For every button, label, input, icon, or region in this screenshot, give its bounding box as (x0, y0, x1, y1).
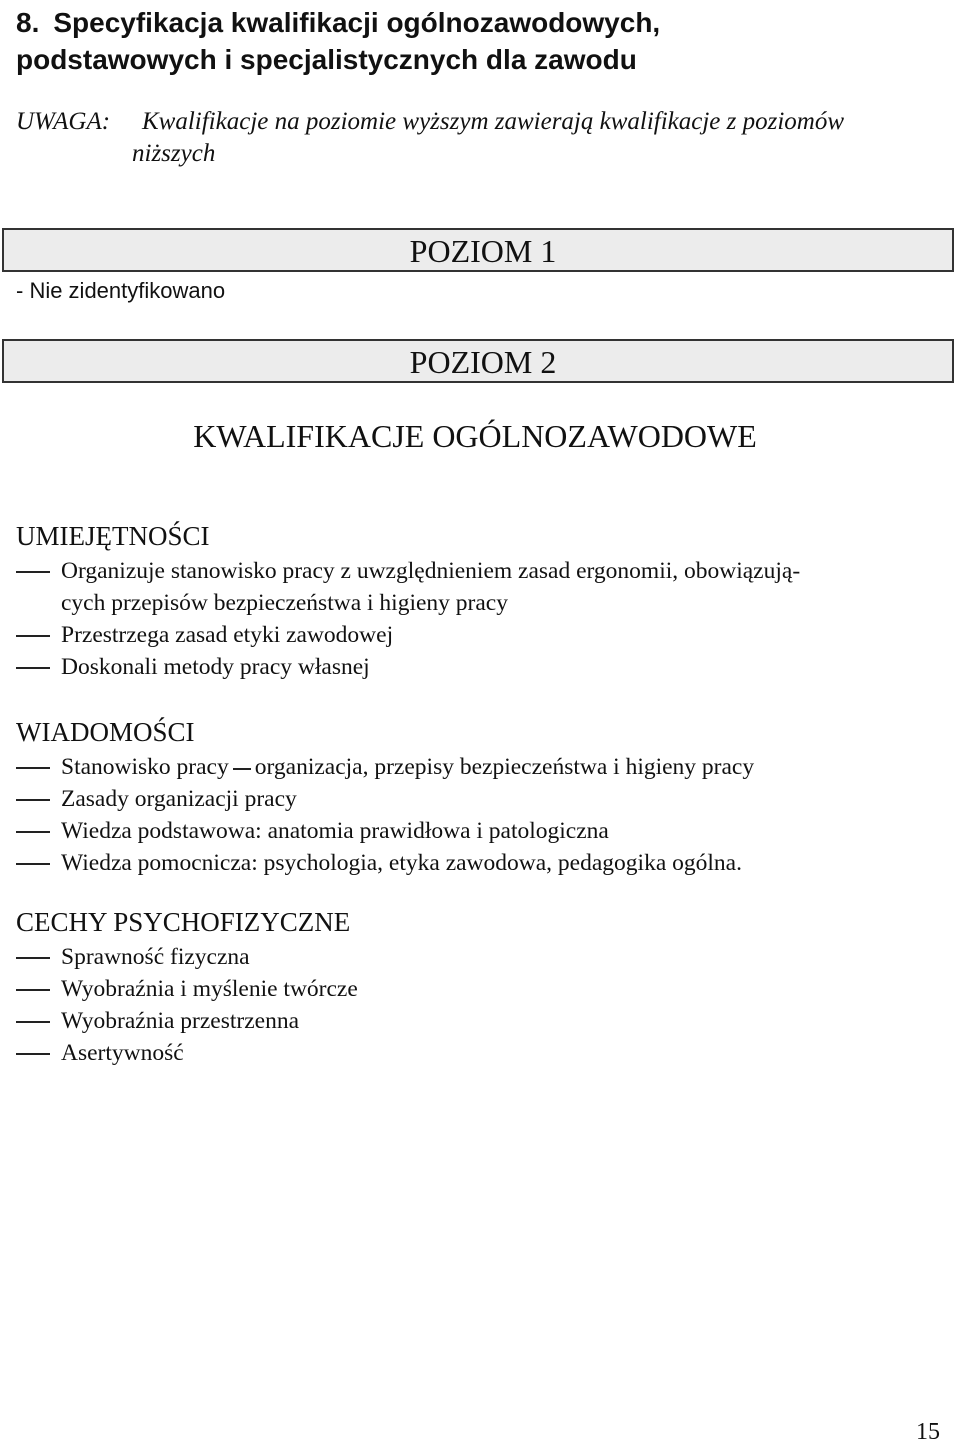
list-item-text: Wiedza podstawowa: anatomia prawidłowa i patologiczna (61, 818, 609, 844)
list-item-text-part2: organizacja, przepisy bezpieczeństwa i higieny pracy (254, 754, 755, 780)
level2-subheading: KWALIFIKACJE OGÓLNOZAWODOWE (193, 418, 757, 454)
skills-section (16, 518, 946, 683)
list-item-text (61, 751, 946, 783)
list-item (16, 783, 946, 815)
list-item-text: Sprawność fizyczna (61, 944, 250, 970)
psychophysical-section (16, 904, 946, 1069)
list-item-text: Asertywność (61, 1040, 184, 1066)
level2-heading-band (2, 339, 954, 383)
list-item-text: Wyobraźnia i myślenie twórcze (61, 976, 358, 1002)
list-item (16, 619, 946, 651)
level2-heading: POZIOM 2 (409, 344, 557, 380)
list-item (16, 847, 946, 879)
list-item (16, 973, 946, 1005)
list-item-text: Organizuje stanowisko pracy z uwzględnieniem zasad ergonomii, obowiązują- (61, 558, 801, 584)
knowledge-section (16, 714, 946, 879)
skills-title: UMIEJĘTNOŚCI (16, 521, 210, 551)
note-text-line1: Kwalifikacje na poziomie wyższym zawierają kwalifikacje z poziomów (142, 108, 845, 135)
section-title-line2: podstawowych i specjalistycznych dla zawodu (16, 44, 637, 75)
list-item-text: Przestrzega zasad etyki zawodowej (61, 622, 394, 648)
list-item-text: Wiedza pomocnicza: psychologia, etyka zawodowa, pedagogika ogólna. (61, 850, 742, 876)
list-item (16, 651, 946, 683)
section-heading (16, 4, 946, 78)
list-item-text: Zasady organizacji pracy (61, 786, 297, 812)
level1-content: - Nie zidentyfikowano (16, 278, 226, 303)
psychophysical-list (16, 941, 946, 1069)
note-block (16, 106, 946, 170)
list-item (16, 1005, 946, 1037)
list-item (16, 941, 946, 973)
page-number: 15 (916, 1419, 940, 1445)
knowledge-title: WIADOMOŚCI (16, 717, 195, 747)
list-item (16, 751, 946, 783)
inline-dash-icon (233, 768, 251, 770)
psychophysical-title: CECHY PSYCHOFIZYCZNE (16, 907, 351, 937)
list-item-text: Wyobraźnia przestrzenna (61, 1008, 300, 1034)
list-item (16, 1037, 946, 1069)
section-title-line1: Specyfikacja kwalifikacji ogólnozawodowych, (53, 7, 661, 38)
level1-heading-band (2, 228, 954, 272)
level1-heading: POZIOM 1 (409, 233, 557, 269)
list-item-text-part1: Stanowisko pracy (61, 754, 229, 780)
list-item (16, 815, 946, 847)
knowledge-list (16, 751, 946, 879)
note-text-line2: niższych (132, 140, 216, 167)
note-label: UWAGA: (16, 108, 111, 135)
list-item (16, 555, 946, 619)
list-item-text-continued: cych przepisów bezpieczeństwa i higieny pracy (61, 590, 508, 616)
list-item-text: Doskonali metody pracy własnej (61, 654, 370, 680)
skills-list (16, 555, 946, 683)
section-number: 8. (16, 7, 40, 38)
